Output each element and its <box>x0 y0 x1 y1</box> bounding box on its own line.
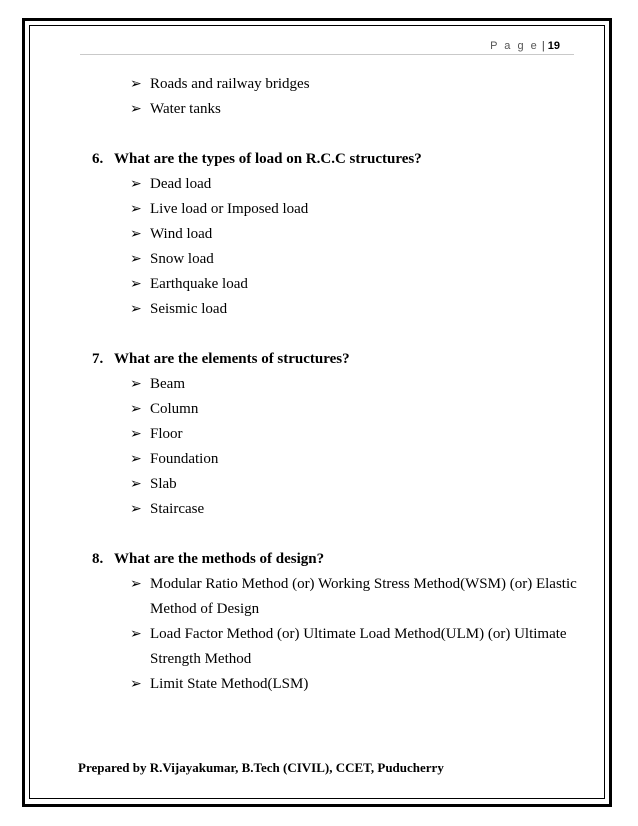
list-item <box>0 222 590 247</box>
section-structure-elements <box>0 347 638 522</box>
list-item-text: Foundation <box>150 451 219 467</box>
section-design-methods <box>0 547 638 697</box>
arrow-bullet-icon: ➢ <box>130 76 142 92</box>
list-item-text: Limit State Method(LSM) <box>150 676 309 692</box>
list-item-text: Earthquake load <box>150 276 248 292</box>
list-item <box>0 672 590 697</box>
arrow-bullet-icon: ➢ <box>130 376 142 392</box>
list-item-text: Live load or Imposed load <box>150 201 309 217</box>
arrow-bullet-icon: ➢ <box>130 501 142 517</box>
arrow-bullet-icon: ➢ <box>130 426 142 442</box>
list-item-text: Floor <box>150 426 183 442</box>
list-item <box>0 622 590 672</box>
list-item-text: Roads and railway bridges <box>150 76 310 92</box>
question-number: 7. <box>92 351 104 367</box>
page-number: 19 <box>547 40 560 52</box>
page-label: P a g e <box>490 40 539 52</box>
answer-list <box>0 572 638 697</box>
list-item <box>0 572 590 622</box>
arrow-bullet-icon: ➢ <box>130 301 142 317</box>
answer-list <box>0 172 638 322</box>
list-item <box>0 397 590 422</box>
arrow-bullet-icon: ➢ <box>130 676 142 692</box>
arrow-bullet-icon: ➢ <box>130 576 142 592</box>
header-rule <box>80 54 574 55</box>
list-item-text: Staircase <box>150 501 205 517</box>
arrow-bullet-icon: ➢ <box>130 101 142 117</box>
list-item <box>0 297 590 322</box>
top-list <box>0 72 638 122</box>
question-heading <box>92 147 638 172</box>
arrow-bullet-icon: ➢ <box>130 476 142 492</box>
page-footer: Prepared by R.Vijayakumar, B.Tech (CIVIL), CCET, Puducherry <box>78 760 444 775</box>
list-item-text: Slab <box>150 476 177 492</box>
arrow-bullet-icon: ➢ <box>130 201 142 217</box>
list-item <box>0 72 590 97</box>
arrow-bullet-icon: ➢ <box>130 251 142 267</box>
list-item <box>0 497 590 522</box>
question-text: What are the elements of structures? <box>114 351 350 367</box>
page-header <box>490 40 560 52</box>
list-item <box>0 172 590 197</box>
answer-list <box>0 372 638 522</box>
question-number: 8. <box>92 551 104 567</box>
page-content <box>0 72 638 697</box>
list-item <box>0 247 590 272</box>
question-text: What are the methods of design? <box>114 551 325 567</box>
list-item-text: Dead load <box>150 176 212 192</box>
list-item-text: Wind load <box>150 226 213 242</box>
list-item-text: Beam <box>150 376 185 392</box>
page-separator: | <box>541 40 545 52</box>
list-item <box>0 97 590 122</box>
question-number: 6. <box>92 151 104 167</box>
question-heading <box>92 547 638 572</box>
list-item-text: Column <box>150 401 199 417</box>
list-item-text: Water tanks <box>150 101 221 117</box>
arrow-bullet-icon: ➢ <box>130 226 142 242</box>
section-load-types <box>0 147 638 322</box>
list-item <box>0 422 590 447</box>
list-item <box>0 372 590 397</box>
list-item-text: Modular Ratio Method (or) Working Stress Method(WSM) (or) Elastic Method of Design <box>150 576 577 617</box>
list-item <box>0 272 590 297</box>
arrow-bullet-icon: ➢ <box>130 276 142 292</box>
list-item-text: Load Factor Method (or) Ultimate Load Method(ULM) (or) Ultimate Strength Method <box>150 626 567 667</box>
question-text: What are the types of load on R.C.C structures? <box>114 151 422 167</box>
list-item-text: Snow load <box>150 251 214 267</box>
list-item <box>0 197 590 222</box>
list-item-text: Seismic load <box>150 301 228 317</box>
list-item <box>0 472 590 497</box>
arrow-bullet-icon: ➢ <box>130 626 142 642</box>
arrow-bullet-icon: ➢ <box>130 401 142 417</box>
arrow-bullet-icon: ➢ <box>130 451 142 467</box>
arrow-bullet-icon: ➢ <box>130 176 142 192</box>
question-heading <box>92 347 638 372</box>
list-item <box>0 447 590 472</box>
